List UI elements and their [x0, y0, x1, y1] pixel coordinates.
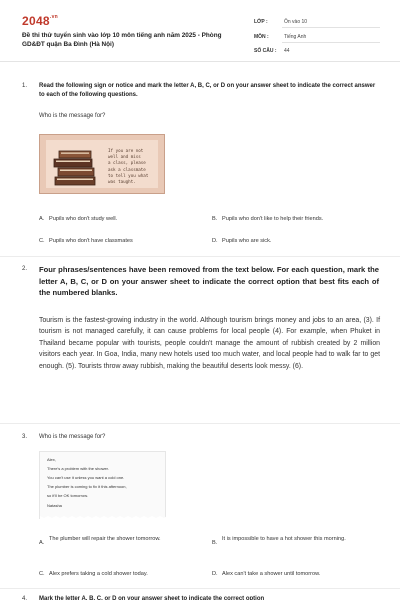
q4-instruction: Mark the letter A, B, C, or D on your answer sheet to indicate the correct option: [39, 596, 265, 600]
note-line: so it'll be OK tomorrow.: [47, 493, 88, 498]
option-letter: D.: [212, 238, 218, 244]
option-text: The plumber will repair the shower tomorrow.: [49, 536, 161, 542]
meta-divider: [282, 27, 380, 28]
option-letter: A.: [39, 540, 45, 546]
logo-sub: .vn: [49, 14, 59, 20]
sign-panel: [46, 140, 158, 188]
q1-prompt: Who is the message for?: [39, 113, 106, 119]
option-text: Pupils who don't study well.: [49, 216, 118, 222]
question-divider: [0, 423, 400, 424]
option-letter: C.: [39, 571, 45, 577]
q1-number: 1.: [22, 83, 28, 89]
sign-line: well and miss: [108, 154, 141, 160]
q3-prompt: Who is the message for?: [39, 434, 106, 440]
note-line: Natasha: [47, 503, 62, 508]
site-logo[interactable]: [22, 14, 58, 28]
sign-line: was taught.: [108, 179, 136, 185]
q2-instruction: Four phrases/sentences have been removed from the text below. For each question, mark the letter A, B, C, or D on your answer sheet to indicate the correct option that best fits each of the numbered blanks.: [39, 265, 379, 297]
option-text: Alex prefers taking a cold shower today.: [49, 571, 148, 577]
q2-passage: Tourism is the fastest-growing industry in the world. Although tourism brings money and jobs to an area, (3). If tourism is not managed carefully, it can cause problems for local people (4). For example, when Phuket in Thailand became popular with tourists, people couldn't manage the amount of rubbish created by 2 million visitors each year. In Goa, India, many new hotels used too much water, and local people had to walk far to get enough. (5). Tourists throw away rubbish, making the beautiful deserts look messy. (6).: [39, 317, 380, 370]
document-title: Đề thi thử tuyển sinh vào lớp 10 môn tiếng anh năm 2025 - Phòng GD&ĐT quận Ba Đình (Hà Nội): [22, 32, 222, 48]
note-line: There's a problem with the shower.: [47, 466, 109, 471]
meta-class-value: Ôn vào 10: [284, 19, 308, 25]
sign-line: to tell you what: [108, 172, 149, 178]
option-text: Pupils who don't have classmates: [49, 238, 133, 244]
meta-subject-label: MÔN :: [254, 34, 269, 40]
q1-instruction: Read the following sign or notice and mark the letter A, B, C, or D on your answer sheet to indicate the correct answer to each of the following questions.: [39, 83, 376, 98]
option-letter: B.: [212, 216, 218, 222]
torn-edge-icon: [40, 515, 167, 519]
meta-count: [254, 45, 380, 57]
meta-subject-value: Tiếng Anh: [284, 34, 307, 40]
meta-subject: [254, 31, 380, 43]
meta-count-label: SỐ CÂU :: [254, 48, 277, 54]
note-line: You can't use it unless you want a cold one.: [47, 475, 125, 480]
note-line: The plumber is coming to fix it this afternoon,: [47, 484, 127, 489]
meta-divider: [282, 42, 380, 43]
question-divider: [0, 588, 400, 589]
meta-class: [254, 16, 380, 28]
q2-number: 2.: [22, 266, 28, 272]
option-letter: D.: [212, 571, 218, 577]
question-divider: [0, 256, 400, 257]
sign-line: If you are not: [108, 148, 144, 153]
meta-count-value: 44: [284, 48, 290, 54]
option-letter: C.: [39, 238, 45, 244]
sign-image: [39, 134, 165, 194]
option-text: Pupils who don't like to help their friends.: [222, 216, 324, 222]
note-image: [39, 451, 166, 519]
q3-number: 3.: [22, 434, 28, 440]
sign-line: ask a classmate: [108, 166, 146, 172]
option-text: Pupils who are sick.: [222, 238, 272, 244]
option-text: Alex can't take a shower until tomorrow.: [222, 571, 321, 577]
meta-class-label: LỚP :: [254, 19, 268, 25]
q4-number: 4.: [22, 596, 28, 600]
option-letter: A.: [39, 216, 45, 222]
option-text: It is impossible to have a hot shower this morning.: [222, 536, 346, 542]
books-icon: [52, 148, 98, 188]
sign-text: [108, 148, 148, 185]
logo-main: 2048: [22, 14, 50, 28]
option-letter: B.: [212, 540, 218, 546]
note-line: Alex,: [47, 457, 56, 462]
document-header: [0, 0, 400, 62]
sign-line: a class, please: [108, 160, 146, 166]
